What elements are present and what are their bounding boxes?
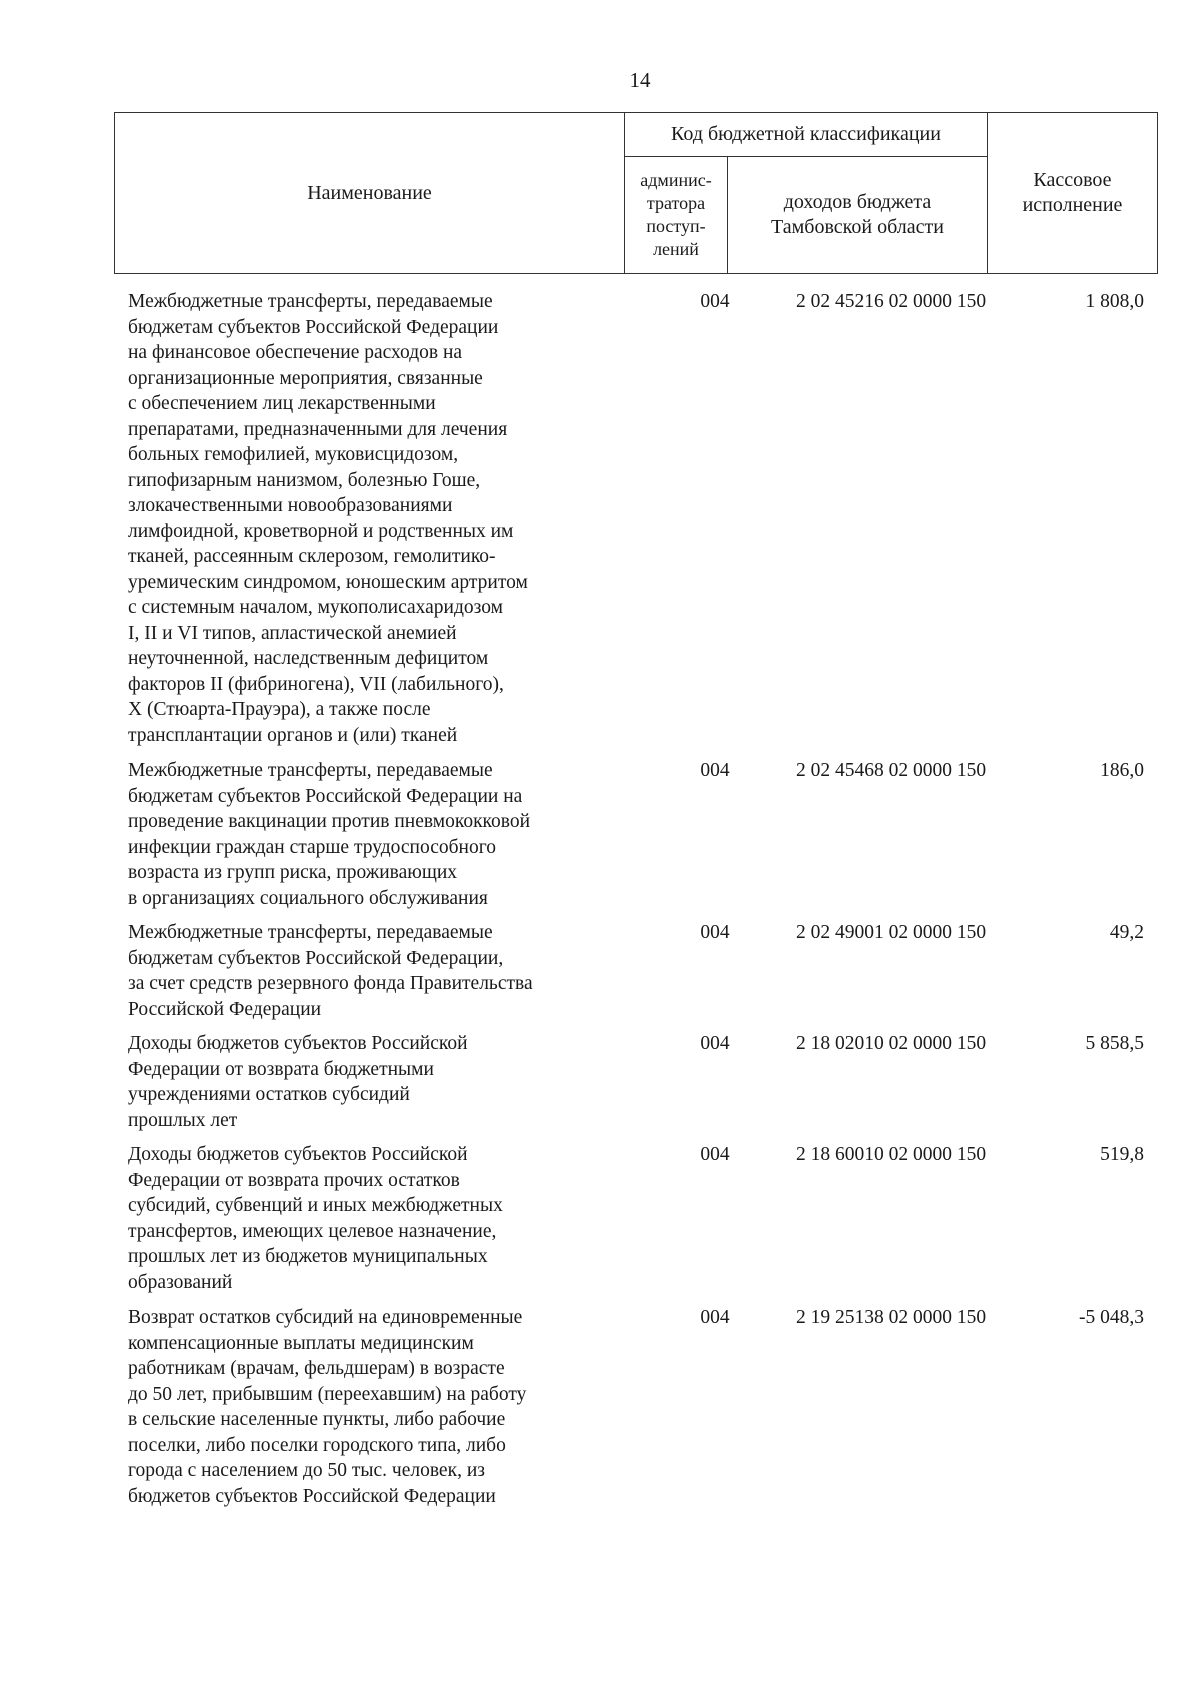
- row-name: Доходы бюджетов субъектов Российской Федерации от возврата прочих остатков субсидий, субвенций и иных межбюджетных трансфертов, имеющих целевое назначение, прошлых лет из бюджетов муниципальных образований: [128, 1144, 503, 1293]
- row-amount: 5 858,5: [1085, 1033, 1144, 1054]
- header-name: Наименование: [115, 113, 625, 274]
- row-admin-code: 004: [700, 291, 730, 312]
- row-admin-code: 004: [700, 1033, 730, 1054]
- header-income: доходов бюджета Тамбовской области: [728, 157, 988, 274]
- row-budget-code: 2 18 60010 02 0000 150: [795, 1144, 987, 1165]
- row-budget-code: 2 02 49001 02 0000 150: [795, 922, 987, 943]
- table-row: [128, 758, 1144, 911]
- row-name: Доходы бюджетов субъектов Российской Федерации от возврата бюджетными учреждениями остатков субсидий прошлых лет: [128, 1033, 468, 1131]
- row-budget-code: 2 02 45468 02 0000 150: [795, 760, 987, 781]
- row-amount: -5 048,3: [1079, 1307, 1144, 1328]
- table-row: [128, 920, 1144, 1022]
- row-amount: 186,0: [1100, 760, 1144, 781]
- table-row: [128, 1142, 1144, 1295]
- table-row: [128, 1305, 1144, 1509]
- row-admin-code: 004: [700, 922, 730, 943]
- row-budget-code: 2 18 02010 02 0000 150: [795, 1033, 987, 1054]
- header-cash-execution: Кассовое исполнение: [988, 113, 1158, 274]
- table-row: [128, 289, 1144, 748]
- table-body: [128, 289, 1144, 1509]
- row-amount: 519,8: [1100, 1144, 1144, 1165]
- row-admin-code: 004: [700, 760, 730, 781]
- row-name: Возврат остатков субсидий на единовременные компенсационные выплаты медицинским работникам (врачам, фельдшерам) в возрасте до 50 лет, прибывшим (переехавшим) на работу в сельские населенные пункты, либо рабочие поселки, либо поселки городского типа, либо города с населением до 50 тыс. человек, из бюджетов субъектов Российской Федерации: [128, 1307, 527, 1507]
- row-name: Межбюджетные трансферты, передаваемые бюджетам субъектов Российской Федерации, за счет средств резервного фонда Правительства Российской Федерации: [128, 922, 533, 1020]
- row-name: Межбюджетные трансферты, передаваемые бюджетам субъектов Российской Федерации на финансовое обеспечение расходов на организационные мероприятия, связанные с обеспечением лиц лекарственными препаратами, предназначенными для лечения больных гемофилией, муковисцидозом, гипофизарным нанизмом, болезнью Гоше, злокачественными новообразованиями лимфоидной, кроветворной и родственных им тканей, рассеянным склерозом, гемолитико- уремическим синдромом, юношеским артритом с системным началом, мукополисахаридозом I, II и VI типов, апластической анемией неуточненной, наследственным дефицитом факторов II (фибриногена), VII (лабильного), X (Стюарта-Прауэра), а также после трансплантации органов и (или) тканей: [128, 291, 528, 746]
- row-admin-code: 004: [700, 1307, 730, 1328]
- row-amount: 1 808,0: [1085, 291, 1144, 312]
- table-row: [128, 1031, 1144, 1133]
- row-budget-code: 2 02 45216 02 0000 150: [795, 291, 987, 312]
- header-admin: админис- тратора поступ- лений: [625, 157, 728, 274]
- page-number: 14: [629, 68, 651, 92]
- row-admin-code: 004: [700, 1144, 730, 1165]
- header-budget-code-group: Код бюджетной классификации: [625, 113, 988, 157]
- row-name: Межбюджетные трансферты, передаваемые бюджетам субъектов Российской Федерации на проведение вакцинации против пневмококковой инфекции граждан старше трудоспособного возраста из групп риска, проживающих в организациях социального обслуживания: [128, 760, 531, 909]
- row-amount: 49,2: [1109, 922, 1144, 943]
- row-budget-code: 2 19 25138 02 0000 150: [795, 1307, 987, 1328]
- table-header: [114, 112, 1158, 274]
